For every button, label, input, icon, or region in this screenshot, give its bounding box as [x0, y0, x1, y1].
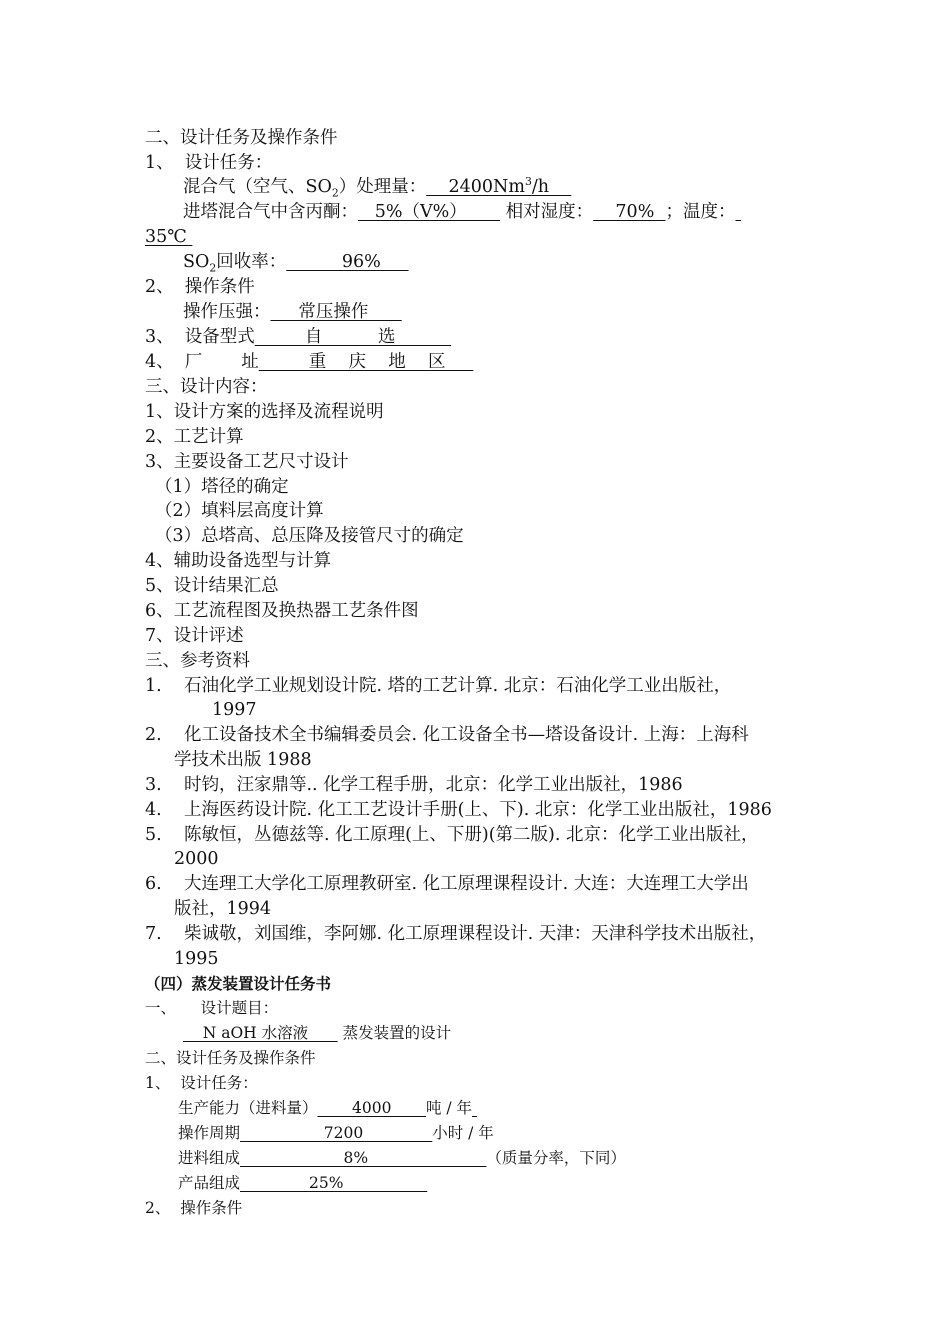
period-line: [178, 1126, 494, 1142]
reference-item: 7. 柴诚敬，刘国维，李阿娜. 化工原理课程设计. 天津：天津科学技术出版社，: [145, 924, 767, 944]
product-line: [178, 1176, 427, 1192]
content-item: 7、设计评述: [145, 626, 244, 646]
topic-line: [183, 1026, 451, 1042]
so2-line: [183, 252, 409, 275]
content-item: 2、工艺计算: [145, 427, 244, 447]
temp-value: 35℃: [145, 227, 193, 247]
capacity-label: 生产能力（进料量）: [178, 1099, 318, 1117]
period-value: 7200: [240, 1124, 433, 1142]
content-item: 1、设计方案的选择及流程说明: [145, 402, 384, 422]
operation-conditions-label: 2、 操作条件: [145, 1199, 243, 1217]
capacity-line: [178, 1101, 477, 1117]
product-label: 产品组成: [178, 1174, 241, 1192]
capacity-tail: [472, 1099, 477, 1117]
evaporator-task-label: 1、 设计任务：: [145, 1074, 258, 1092]
inlet-label: 进塔混合气中含丙酮：: [183, 202, 358, 222]
design-content-heading: 三、设计内容：: [145, 377, 268, 397]
reference-item: 6. 大连理工大学化工原理教研室. 化工原理课程设计. 大连：大连理工大学出: [145, 874, 749, 894]
temp-blank: [735, 202, 741, 222]
pressure-label: 操作压强：: [183, 302, 271, 322]
period-unit: 小时 / 年: [432, 1124, 494, 1142]
product-value: 25%: [240, 1174, 428, 1192]
reference-continuation: 学技术出版 1988: [174, 750, 312, 770]
topic-suffix: 蒸发装置的设计: [337, 1024, 452, 1042]
temp-label: ；温度：: [665, 202, 736, 222]
topic-value: N aOH 水溶液: [183, 1024, 338, 1042]
content-item: 6、工艺流程图及换热器工艺条件图: [145, 601, 419, 621]
period-label: 操作周期: [178, 1124, 241, 1142]
equipment-value: 自 选: [254, 327, 452, 347]
section-heading: 二、设计任务及操作条件: [145, 128, 338, 148]
evaporator-heading: （四）蒸发装置设计任务书: [145, 974, 332, 993]
so2-value: 96%: [286, 252, 409, 272]
feed-value: 8%: [240, 1149, 487, 1167]
content-item: 3、主要设备工艺尺寸设计: [145, 452, 349, 472]
references-heading: 三、参考资料: [145, 651, 250, 671]
reference-item: 5. 陈敏恒，丛德兹等. 化工原理(上、下册)(第二版). 北京：化学工业出版社，: [145, 825, 759, 845]
reference-item: 2. 化工设备技术全书编辑委员会. 化工设备全书—塔设备设计. 上海：上海科: [145, 725, 749, 745]
evaporator-conditions-heading: 二、设计任务及操作条件: [145, 1049, 316, 1067]
humidity-label: 相对湿度：: [505, 202, 594, 222]
gas-sup: 3: [524, 175, 532, 189]
equipment-label: 3、 设备型式: [145, 327, 255, 347]
gas-line: [183, 175, 572, 200]
site-label: 4、 厂 址: [145, 352, 259, 372]
content-item: 4、辅助设备选型与计算: [145, 551, 332, 571]
feed-line: [178, 1151, 626, 1167]
reference-item: 1. 石油化学工业规划设计院. 塔的工艺计算. 北京：石油化学工业出版社，: [145, 676, 732, 696]
so2-sub: 2: [209, 261, 217, 275]
topic-label: 一、 设计题目：: [145, 999, 279, 1017]
gas-mid: ）处理量：: [338, 177, 427, 197]
content-item: 5、设计结果汇总: [145, 576, 279, 596]
site-line: [145, 354, 473, 372]
gas-value-field: [426, 177, 571, 197]
gas-unit: /h: [531, 177, 572, 197]
pressure-value: 常压操作: [270, 302, 402, 322]
reference-continuation: 1997: [212, 700, 257, 720]
reference-continuation: 2000: [174, 849, 219, 869]
gas-value: 2400Nm: [426, 177, 525, 197]
gas-prefix: 混合气（空气、SO: [183, 177, 332, 197]
content-subitem: （2）填料层高度计算: [155, 501, 324, 521]
task-label: 1、 设计任务：: [145, 153, 273, 173]
reference-continuation: 版社，1994: [174, 899, 272, 919]
content-subitem: （3）总塔高、总压降及接管尺寸的确定: [155, 526, 464, 546]
conditions-label: 2、 操作条件: [145, 277, 255, 297]
so2-label: 回收率：: [216, 252, 287, 272]
humidity-value: 70%: [593, 202, 666, 222]
inlet-value: 5%（V%）: [358, 202, 501, 222]
reference-item: 3. 时钧，汪家鼎等.. 化学工程手册，北京：化学工业出版社，1986: [145, 775, 683, 795]
so2-prefix: SO: [183, 252, 210, 272]
capacity-value: 4000: [317, 1099, 426, 1117]
gas-sub: 2: [331, 186, 339, 200]
feed-label: 进料组成: [178, 1149, 241, 1167]
inlet-line: [183, 204, 741, 222]
equipment-line: [145, 329, 451, 347]
capacity-unit: 吨 / 年: [425, 1099, 473, 1117]
reference-item: 4. 上海医药设计院. 化工工艺设计手册(上、下). 北京：化学工业出版社，1986: [145, 800, 772, 820]
content-subitem: （1）塔径的确定: [155, 477, 289, 497]
site-value: 重 庆 地 区: [258, 352, 474, 372]
reference-continuation: 1995: [174, 949, 219, 969]
feed-note: （质量分率，下同）: [486, 1149, 626, 1167]
pressure-line: [183, 304, 402, 322]
